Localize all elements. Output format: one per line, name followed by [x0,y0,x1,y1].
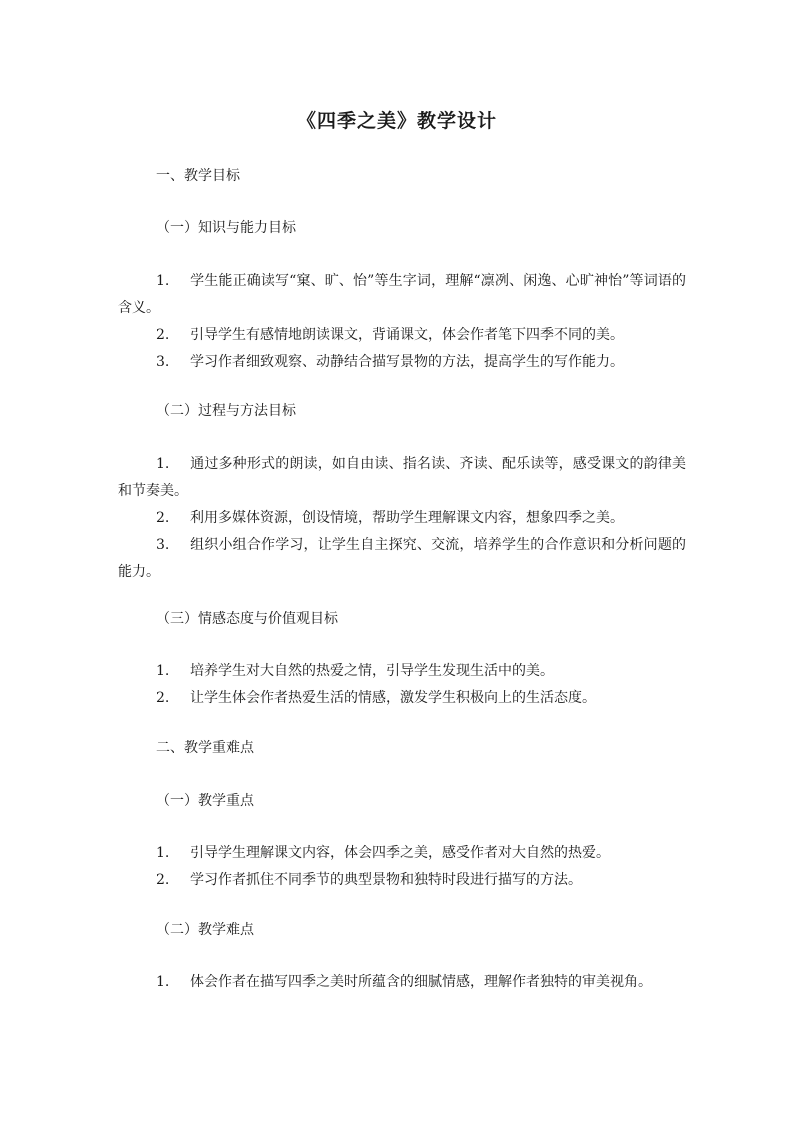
section-heading-teaching-goals: 一、教学目标 [156,168,240,184]
list-item-text: 学生能正确读写“窠、旷、怡”等生字词，理解“凛冽、闲逸、心旷神怡”等词语的含义。 [118,273,686,316]
list-item-number: 1. [156,974,170,990]
list-item [118,322,686,349]
document-title: 《四季之美》教学设计 [296,110,497,132]
list-item-number: 3. [156,537,170,553]
list-item [118,349,686,376]
list-item [118,505,686,532]
list-item-text: 通过多种形式的朗读，如自由读、指名读、齐读、配乐读等，感受课文的韵律美和节奏美。 [118,456,686,499]
list-item [118,969,686,996]
subsection-heading-difficult: （二）教学难点 [156,922,254,938]
list-item [118,685,686,712]
list-item-text: 体会作者在描写四季之美时所蕴含的细腻情感，理解作者独特的审美视角。 [190,974,652,990]
list-item-number: 1. [156,456,170,472]
list-item [118,658,686,685]
list-item-number: 2. [156,327,170,343]
list-item [118,268,686,322]
list-item-number: 2. [156,872,170,888]
subsection-heading-key: （一）教学重点 [156,793,254,809]
list-item-number: 1. [156,845,170,861]
list-item [118,840,686,867]
list-item-number: 2. [156,690,170,706]
list-item-text: 学习作者抓住不同季节的典型景物和独特时段进行描写的方法。 [190,872,582,888]
list-item-text: 培养学生对大自然的热爱之情，引导学生发现生活中的美。 [190,663,554,679]
subsection-heading-knowledge: （一）知识与能力目标 [156,220,296,236]
list-item-text: 组织小组合作学习，让学生自主探究、交流，培养学生的合作意识和分析问题的能力。 [118,537,686,580]
list-item [118,451,686,505]
list-item [118,532,686,586]
list-item-text: 学习作者细致观察、动静结合描写景物的方法，提高学生的写作能力。 [190,354,624,370]
subsection-heading-values: （三）情感态度与价值观目标 [156,611,338,627]
list-item [118,867,686,894]
subsection-heading-process: （二）过程与方法目标 [156,403,296,419]
list-item-text: 利用多媒体资源，创设情境，帮助学生理解课文内容，想象四季之美。 [190,510,624,526]
list-item-number: 1. [156,273,170,289]
list-item-text: 让学生体会作者热爱生活的情感，激发学生积极向上的生活态度。 [190,690,596,706]
list-item-text: 引导学生理解课文内容，体会四季之美，感受作者对大自然的热爱。 [190,845,610,861]
list-item-text: 引导学生有感情地朗读课文，背诵课文，体会作者笔下四季不同的美。 [190,327,624,343]
section-heading-key-points: 二、教学重难点 [156,740,254,756]
list-item-number: 3. [156,354,170,370]
list-item-number: 2. [156,510,170,526]
list-item-number: 1. [156,663,170,679]
